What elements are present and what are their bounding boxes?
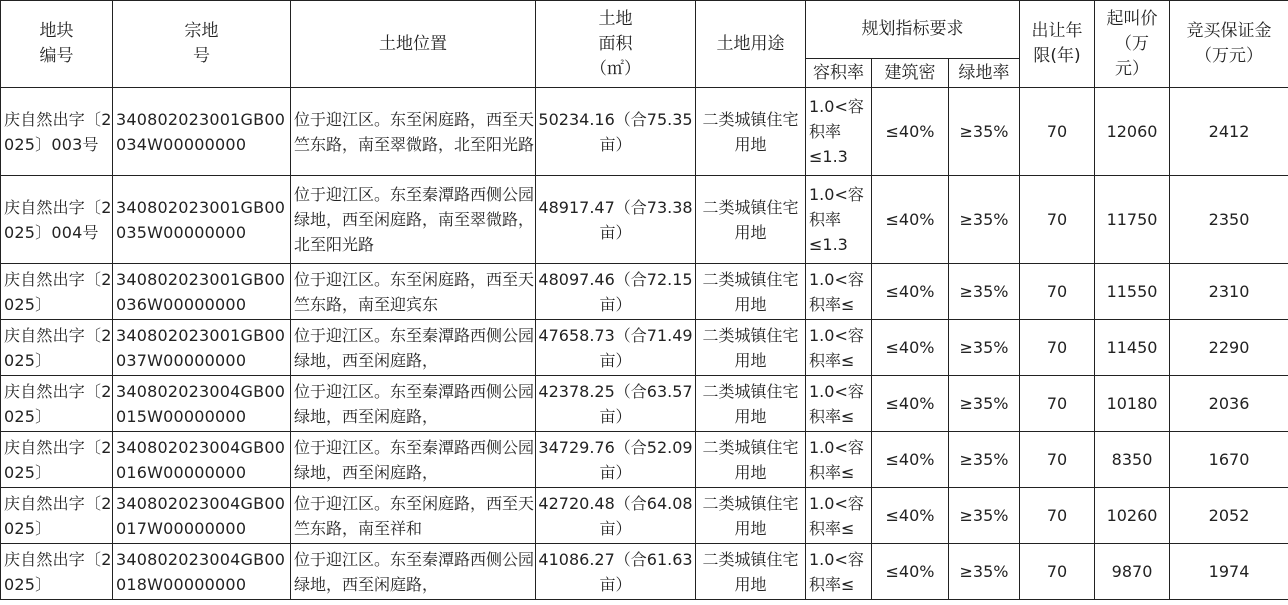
cell-plot-no — [1, 176, 113, 264]
cell-far-text: 1.0<容积率≤ — [809, 437, 864, 482]
cell-term-text: 70 — [1046, 122, 1068, 141]
cell-deposit — [1170, 376, 1288, 432]
cell-plot-no-text: 庆自然出字〔2025〕 — [4, 325, 112, 370]
cell-location-text: 位于迎江区。东至闲庭路，西至天竺东路，南至迎宾东 — [294, 269, 535, 314]
cell-term-text: 70 — [1046, 450, 1068, 469]
cell-density-text: ≤40% — [885, 338, 935, 357]
cell-density-text: ≤40% — [885, 450, 935, 469]
cell-plot-no-text: 庆自然出字〔2025〕 — [4, 549, 112, 594]
cell-density — [872, 264, 949, 320]
cell-far — [806, 88, 872, 176]
cell-term — [1020, 88, 1095, 176]
cell-green-text: ≥35% — [959, 338, 1009, 357]
cell-density-text: ≤40% — [885, 394, 935, 413]
cell-parcel-no-text: 340802023004GB00017W00000000 — [116, 493, 286, 538]
cell-deposit-text: 2350 — [1208, 210, 1250, 229]
cell-location — [291, 320, 536, 376]
cell-parcel-no — [113, 376, 291, 432]
cell-term-text: 70 — [1046, 210, 1068, 229]
cell-density-text: ≤40% — [885, 122, 935, 141]
cell-green — [949, 176, 1020, 264]
cell-use-text: 二类城镇住宅用地 — [702, 325, 799, 370]
cell-use — [696, 264, 806, 320]
cell-far-text: 1.0<容积率≤1.3 — [809, 97, 864, 166]
cell-deposit-text: 1974 — [1208, 562, 1250, 581]
cell-area-text: 50234.16（合75.35亩） — [538, 109, 693, 154]
cell-green — [949, 264, 1020, 320]
cell-parcel-no — [113, 320, 291, 376]
cell-start-price-text: 10260 — [1106, 506, 1158, 525]
cell-start-price — [1095, 488, 1170, 544]
cell-deposit — [1170, 432, 1288, 488]
cell-green-text: ≥35% — [959, 506, 1009, 525]
table-row — [1, 432, 1288, 488]
cell-use-text: 二类城镇住宅用地 — [702, 381, 799, 426]
cell-green-text: ≥35% — [959, 210, 1009, 229]
cell-location — [291, 376, 536, 432]
cell-plot-no-text: 庆自然出字〔2025〕 — [4, 269, 112, 314]
cell-location-text: 位于迎江区。东至闲庭路，西至天竺东路，南至翠微路，北至阳光路 — [294, 109, 535, 154]
cell-use — [696, 544, 806, 600]
cell-density-text: ≤40% — [885, 282, 935, 301]
cell-term-text: 70 — [1046, 562, 1068, 581]
cell-far-text: 1.0<容积率≤ — [809, 325, 864, 370]
cell-term — [1020, 176, 1095, 264]
cell-use — [696, 88, 806, 176]
cell-location-text: 位于迎江区。东至秦潭路西侧公园绿地，西至闲庭路， — [294, 381, 535, 426]
header-term: 出让年 限(年) — [1020, 1, 1095, 88]
cell-far — [806, 264, 872, 320]
cell-deposit-text: 2412 — [1208, 122, 1250, 141]
cell-green — [949, 432, 1020, 488]
header-use: 土地用途 — [696, 1, 806, 88]
cell-parcel-no — [113, 432, 291, 488]
cell-plot-no — [1, 264, 113, 320]
cell-density — [872, 376, 949, 432]
cell-far — [806, 176, 872, 264]
cell-far-text: 1.0<容积率≤ — [809, 493, 864, 538]
cell-deposit-text: 2036 — [1208, 394, 1250, 413]
cell-start-price-text: 9870 — [1111, 562, 1153, 581]
cell-parcel-no-text: 340802023004GB00016W00000000 — [116, 437, 286, 482]
cell-density — [872, 432, 949, 488]
cell-parcel-no — [113, 176, 291, 264]
cell-location-text: 位于迎江区。东至秦潭路西侧公园绿地，西至闲庭路， — [294, 549, 535, 594]
header-start-price: 起叫价 （万 元） — [1095, 1, 1170, 88]
cell-parcel-no-text: 340802023001GB00035W00000000 — [116, 197, 286, 242]
cell-deposit — [1170, 544, 1288, 600]
cell-location-text: 位于迎江区。东至秦潭路西侧公园绿地，西至闲庭路， — [294, 325, 535, 370]
cell-use — [696, 488, 806, 544]
cell-start-price-text: 8350 — [1111, 450, 1153, 469]
cell-area — [536, 488, 696, 544]
header-density: 建筑密 — [872, 59, 949, 88]
cell-deposit-text: 2290 — [1208, 338, 1250, 357]
cell-plot-no-text: 庆自然出字〔2025〕 — [4, 437, 112, 482]
cell-use — [696, 320, 806, 376]
cell-density — [872, 488, 949, 544]
cell-use-text: 二类城镇住宅用地 — [702, 269, 799, 314]
cell-area-text: 34729.76（合52.09亩） — [538, 437, 693, 482]
cell-start-price-text: 12060 — [1106, 122, 1158, 141]
header-plot-no: 地块 编号 — [1, 1, 113, 88]
cell-deposit-text: 2052 — [1208, 506, 1250, 525]
cell-start-price — [1095, 432, 1170, 488]
header-far: 容积率 — [806, 59, 872, 88]
cell-area-text: 47658.73（合71.49亩） — [538, 325, 693, 370]
cell-area — [536, 544, 696, 600]
cell-deposit — [1170, 88, 1288, 176]
cell-location — [291, 264, 536, 320]
cell-green-text: ≥35% — [959, 122, 1009, 141]
cell-plot-no — [1, 544, 113, 600]
cell-deposit — [1170, 264, 1288, 320]
cell-location — [291, 432, 536, 488]
cell-plot-no-text: 庆自然出字〔2025〕 — [4, 381, 112, 426]
table-row — [1, 488, 1288, 544]
cell-area-text: 48917.47（合73.38亩） — [538, 197, 693, 242]
cell-plot-no-text: 庆自然出字〔2025〕003号 — [4, 109, 112, 154]
header-planning: 规划指标要求 — [806, 1, 1020, 59]
table-row — [1, 376, 1288, 432]
cell-density-text: ≤40% — [885, 210, 935, 229]
cell-start-price — [1095, 176, 1170, 264]
cell-parcel-no — [113, 544, 291, 600]
cell-area-text: 42378.25（合63.57亩） — [538, 381, 693, 426]
cell-area — [536, 376, 696, 432]
cell-parcel-no-text: 340802023001GB00036W00000000 — [116, 269, 286, 314]
cell-plot-no — [1, 432, 113, 488]
cell-deposit — [1170, 176, 1288, 264]
header-area: 土地 面积 （㎡） — [536, 1, 696, 88]
cell-start-price — [1095, 88, 1170, 176]
table-row — [1, 544, 1288, 600]
cell-green — [949, 488, 1020, 544]
cell-parcel-no — [113, 488, 291, 544]
cell-location — [291, 488, 536, 544]
cell-start-price — [1095, 376, 1170, 432]
cell-far-text: 1.0<容积率≤ — [809, 381, 864, 426]
header-deposit: 竞买保证金 （万元） — [1170, 1, 1288, 88]
cell-location — [291, 176, 536, 264]
cell-term — [1020, 264, 1095, 320]
cell-use-text: 二类城镇住宅用地 — [702, 549, 799, 594]
cell-density — [872, 320, 949, 376]
cell-area — [536, 264, 696, 320]
cell-green — [949, 376, 1020, 432]
header-location: 土地位置 — [291, 1, 536, 88]
cell-deposit-text: 2310 — [1208, 282, 1250, 301]
cell-area — [536, 320, 696, 376]
cell-term-text: 70 — [1046, 506, 1068, 525]
cell-far — [806, 544, 872, 600]
cell-start-price-text: 11550 — [1106, 282, 1158, 301]
table-row — [1, 176, 1288, 264]
cell-plot-no — [1, 88, 113, 176]
cell-green-text: ≥35% — [959, 282, 1009, 301]
cell-density — [872, 544, 949, 600]
cell-parcel-no — [113, 264, 291, 320]
cell-parcel-no-text: 340802023004GB00018W00000000 — [116, 549, 286, 594]
cell-term-text: 70 — [1046, 282, 1068, 301]
header-green: 绿地率 — [949, 59, 1020, 88]
cell-density — [872, 176, 949, 264]
cell-far-text: 1.0<容积率≤1.3 — [809, 185, 864, 254]
cell-area-text: 42720.48（合64.08亩） — [538, 493, 693, 538]
cell-green-text: ≥35% — [959, 562, 1009, 581]
header-parcel-no: 宗地 号 — [113, 1, 291, 88]
table-body — [1, 88, 1288, 600]
cell-green-text: ≥35% — [959, 394, 1009, 413]
cell-start-price — [1095, 544, 1170, 600]
cell-deposit-text: 1670 — [1208, 450, 1250, 469]
cell-area — [536, 176, 696, 264]
cell-location — [291, 544, 536, 600]
cell-far — [806, 376, 872, 432]
cell-start-price-text: 11450 — [1106, 338, 1158, 357]
table-row — [1, 88, 1288, 176]
cell-use-text: 二类城镇住宅用地 — [702, 493, 799, 538]
cell-plot-no — [1, 488, 113, 544]
cell-green-text: ≥35% — [959, 450, 1009, 469]
cell-plot-no — [1, 320, 113, 376]
cell-use — [696, 176, 806, 264]
table-row — [1, 264, 1288, 320]
cell-term-text: 70 — [1046, 394, 1068, 413]
cell-area-text: 48097.46（合72.15亩） — [538, 269, 693, 314]
cell-far — [806, 488, 872, 544]
cell-term — [1020, 320, 1095, 376]
cell-deposit — [1170, 320, 1288, 376]
cell-term — [1020, 544, 1095, 600]
cell-location-text: 位于迎江区。东至闲庭路，西至天竺东路，南至祥和 — [294, 493, 535, 538]
cell-use-text: 二类城镇住宅用地 — [702, 437, 799, 482]
cell-use-text: 二类城镇住宅用地 — [702, 197, 799, 242]
cell-density-text: ≤40% — [885, 562, 935, 581]
cell-far — [806, 432, 872, 488]
cell-far-text: 1.0<容积率≤ — [809, 269, 864, 314]
cell-green — [949, 88, 1020, 176]
cell-far — [806, 320, 872, 376]
cell-location — [291, 88, 536, 176]
cell-area — [536, 88, 696, 176]
cell-term — [1020, 376, 1095, 432]
cell-area-text: 41086.27（合61.63亩） — [538, 549, 693, 594]
cell-use-text: 二类城镇住宅用地 — [702, 109, 799, 154]
cell-area — [536, 432, 696, 488]
cell-parcel-no-text: 340802023001GB00037W00000000 — [116, 325, 286, 370]
cell-location-text: 位于迎江区。东至秦潭路西侧公园绿地，西至闲庭路， — [294, 437, 535, 482]
cell-start-price — [1095, 320, 1170, 376]
cell-green — [949, 544, 1020, 600]
cell-start-price — [1095, 264, 1170, 320]
cell-location-text: 位于迎江区。东至秦潭路西侧公园绿地，西至闲庭路，南至翠微路，北至阳光路 — [294, 185, 535, 254]
cell-start-price-text: 11750 — [1106, 210, 1158, 229]
cell-plot-no-text: 庆自然出字〔2025〕004号 — [4, 197, 112, 242]
cell-term — [1020, 432, 1095, 488]
cell-deposit — [1170, 488, 1288, 544]
cell-parcel-no — [113, 88, 291, 176]
cell-term — [1020, 488, 1095, 544]
table-row — [1, 320, 1288, 376]
cell-far-text: 1.0<容积率≤ — [809, 549, 864, 594]
cell-green — [949, 320, 1020, 376]
cell-term-text: 70 — [1046, 338, 1068, 357]
cell-density-text: ≤40% — [885, 506, 935, 525]
cell-use — [696, 432, 806, 488]
cell-plot-no-text: 庆自然出字〔2025〕 — [4, 493, 112, 538]
cell-start-price-text: 10180 — [1106, 394, 1158, 413]
cell-density — [872, 88, 949, 176]
cell-parcel-no-text: 340802023001GB00034W00000000 — [116, 109, 286, 154]
cell-parcel-no-text: 340802023004GB00015W00000000 — [116, 381, 286, 426]
cell-use — [696, 376, 806, 432]
cell-plot-no — [1, 376, 113, 432]
